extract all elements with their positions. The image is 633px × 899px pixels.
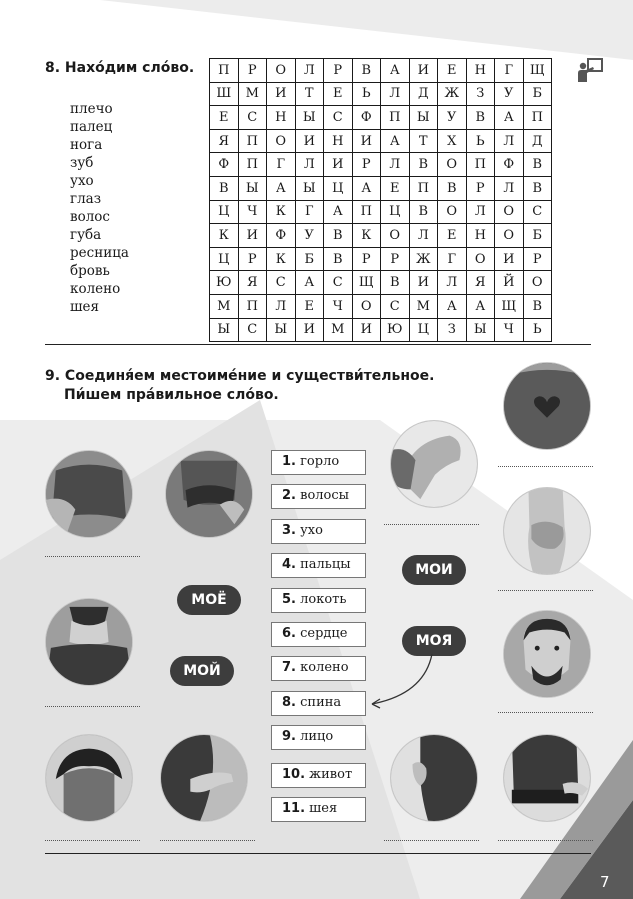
- grid-cell[interactable]: Р: [352, 153, 381, 177]
- hand-on-side-image: [160, 734, 248, 822]
- grid-cell[interactable]: Л: [466, 200, 495, 224]
- word-list-item: волос: [70, 209, 110, 225]
- face-image: [503, 610, 591, 698]
- word-text: шея: [309, 801, 338, 816]
- grid-cell[interactable]: Р: [381, 247, 410, 271]
- pronoun-pill-moya[interactable]: МОЯ: [402, 626, 466, 656]
- grid-cell[interactable]: Ы: [295, 176, 324, 200]
- grid-cell[interactable]: Б: [523, 82, 552, 106]
- word-text: локоть: [300, 592, 347, 607]
- grid-cell[interactable]: А: [381, 129, 410, 153]
- grid-cell[interactable]: Л: [409, 224, 438, 248]
- grid-cell[interactable]: О: [495, 224, 524, 248]
- grid-cell[interactable]: Ф: [495, 153, 524, 177]
- grid-cell[interactable]: П: [238, 294, 267, 318]
- grid-cell[interactable]: Й: [495, 271, 524, 295]
- grid-cell[interactable]: П: [466, 153, 495, 177]
- grid-cell[interactable]: В: [409, 153, 438, 177]
- grid-cell[interactable]: Г: [267, 153, 296, 177]
- grid-cell[interactable]: Л: [495, 129, 524, 153]
- grid-cell[interactable]: И: [295, 129, 324, 153]
- grid-cell[interactable]: В: [381, 271, 410, 295]
- task-9-title: [45, 367, 434, 405]
- word-list-item: колено: [70, 281, 121, 297]
- word-box[interactable]: [271, 691, 366, 716]
- grid-cell[interactable]: И: [324, 153, 353, 177]
- grid-cell[interactable]: Р: [238, 247, 267, 271]
- grid-cell[interactable]: А: [438, 294, 467, 318]
- belly-image: [165, 450, 253, 538]
- grid-cell[interactable]: Т: [409, 129, 438, 153]
- answer-line[interactable]: [384, 840, 479, 841]
- grid-cell[interactable]: Ц: [409, 318, 438, 342]
- grid-cell[interactable]: Н: [324, 129, 353, 153]
- grid-cell[interactable]: У: [495, 82, 524, 106]
- grid-cell[interactable]: Ц: [324, 176, 353, 200]
- grid-row: [210, 129, 552, 153]
- word-list-item: глаз: [70, 191, 102, 207]
- grid-row: [210, 82, 552, 106]
- grid-cell[interactable]: Ы: [238, 176, 267, 200]
- word-text: сердце: [300, 626, 348, 641]
- word-number: 2.: [282, 488, 296, 503]
- grid-cell[interactable]: К: [267, 247, 296, 271]
- grid-cell[interactable]: Л: [381, 82, 410, 106]
- grid-cell[interactable]: Р: [324, 59, 353, 83]
- grid-cell[interactable]: М: [324, 318, 353, 342]
- word-number: 8.: [282, 695, 296, 710]
- word-number: 3.: [282, 523, 296, 538]
- grid-cell[interactable]: Е: [210, 106, 239, 130]
- grid-cell[interactable]: Л: [381, 153, 410, 177]
- grid-cell[interactable]: З: [438, 318, 467, 342]
- page-number: 7: [600, 873, 610, 891]
- grid-cell[interactable]: И: [295, 318, 324, 342]
- grid-row: [210, 153, 552, 177]
- word-box[interactable]: [271, 763, 366, 788]
- grid-cell[interactable]: П: [210, 59, 239, 83]
- grid-cell[interactable]: М: [210, 294, 239, 318]
- grid-cell[interactable]: В: [352, 59, 381, 83]
- grid-cell[interactable]: Е: [295, 294, 324, 318]
- grid-cell[interactable]: Б: [523, 224, 552, 248]
- grid-cell[interactable]: И: [409, 271, 438, 295]
- word-number: 10.: [282, 767, 306, 782]
- grid-cell[interactable]: З: [466, 82, 495, 106]
- word-number: 7.: [282, 660, 296, 675]
- grid-cell[interactable]: М: [238, 82, 267, 106]
- answer-line[interactable]: [498, 840, 593, 841]
- grid-cell[interactable]: Ы: [466, 318, 495, 342]
- grid-cell[interactable]: Ч: [238, 200, 267, 224]
- grid-cell[interactable]: Б: [295, 247, 324, 271]
- grid-cell[interactable]: Ж: [409, 247, 438, 271]
- grid-cell[interactable]: Ф: [267, 224, 296, 248]
- grid-row: [210, 318, 552, 342]
- grid-row: [210, 200, 552, 224]
- word-list-item: нога: [70, 137, 103, 153]
- word-search-grid: [209, 58, 552, 342]
- word-number: 5.: [282, 592, 296, 607]
- hair-image: [45, 734, 133, 822]
- grid-cell[interactable]: К: [267, 200, 296, 224]
- grid-cell[interactable]: С: [238, 106, 267, 130]
- grid-cell[interactable]: Щ: [523, 59, 552, 83]
- grid-cell[interactable]: А: [466, 294, 495, 318]
- grid-cell[interactable]: В: [324, 247, 353, 271]
- task-9-title-line-2: Пи́шем пра́вильное сло́во.: [64, 387, 279, 403]
- grid-cell[interactable]: В: [438, 176, 467, 200]
- grid-cell[interactable]: Л: [267, 294, 296, 318]
- grid-cell[interactable]: П: [238, 129, 267, 153]
- word-list-item: ресница: [70, 245, 129, 261]
- word-list-item: плечо: [70, 101, 113, 117]
- grid-cell[interactable]: Ь: [523, 318, 552, 342]
- grid-cell[interactable]: Г: [495, 59, 524, 83]
- grid-cell[interactable]: П: [409, 176, 438, 200]
- grid-cell[interactable]: О: [438, 200, 467, 224]
- word-text: волосы: [300, 488, 349, 503]
- answer-line[interactable]: [498, 590, 593, 591]
- grid-cell[interactable]: К: [210, 224, 239, 248]
- grid-cell[interactable]: Ы: [210, 318, 239, 342]
- word-number: 1.: [282, 454, 296, 469]
- grid-row: [210, 247, 552, 271]
- word-list: [70, 100, 129, 316]
- grid-cell[interactable]: Г: [295, 200, 324, 224]
- grid-cell[interactable]: Г: [438, 247, 467, 271]
- grid-cell[interactable]: Ь: [466, 129, 495, 153]
- grid-cell[interactable]: О: [267, 129, 296, 153]
- grid-cell[interactable]: Л: [295, 153, 324, 177]
- grid-cell[interactable]: В: [409, 200, 438, 224]
- grid-cell[interactable]: Е: [438, 59, 467, 83]
- grid-cell[interactable]: Н: [267, 106, 296, 130]
- grid-cell[interactable]: О: [267, 59, 296, 83]
- grid-cell[interactable]: П: [381, 106, 410, 130]
- grid-cell[interactable]: С: [523, 200, 552, 224]
- word-list-item: ухо: [70, 173, 94, 189]
- grid-cell[interactable]: В: [523, 153, 552, 177]
- grid-cell[interactable]: Я: [466, 271, 495, 295]
- grid-cell[interactable]: Н: [466, 224, 495, 248]
- grid-cell[interactable]: Д: [523, 129, 552, 153]
- answer-line[interactable]: [160, 840, 255, 841]
- word-number: 11.: [282, 801, 306, 816]
- ear-image: [390, 734, 478, 822]
- grid-cell[interactable]: О: [352, 294, 381, 318]
- answer-line[interactable]: [384, 524, 479, 525]
- grid-cell[interactable]: С: [267, 271, 296, 295]
- grid-cell[interactable]: Р: [352, 247, 381, 271]
- answer-line[interactable]: [45, 706, 140, 707]
- grid-cell[interactable]: К: [352, 224, 381, 248]
- grid-cell[interactable]: П: [238, 153, 267, 177]
- grid-cell[interactable]: А: [267, 176, 296, 200]
- grid-cell[interactable]: С: [324, 271, 353, 295]
- word-list-item: бровь: [70, 263, 110, 279]
- grid-cell[interactable]: И: [409, 59, 438, 83]
- grid-cell[interactable]: О: [495, 200, 524, 224]
- word-box[interactable]: [271, 588, 366, 613]
- task-9-title-line-1: 9. Соединя́ем местоиме́ние и существи́тельное.: [45, 368, 435, 384]
- word-text: ухо: [300, 523, 323, 538]
- grid-cell[interactable]: Т: [295, 82, 324, 106]
- word-text: спина: [300, 695, 342, 710]
- word-number: 4.: [282, 557, 296, 572]
- example-arrow: [360, 650, 440, 715]
- grid-cell[interactable]: Е: [438, 224, 467, 248]
- answer-line[interactable]: [45, 840, 140, 841]
- grid-cell[interactable]: Р: [466, 176, 495, 200]
- grid-cell[interactable]: С: [238, 318, 267, 342]
- grid-cell[interactable]: Ц: [210, 247, 239, 271]
- grid-cell[interactable]: В: [324, 224, 353, 248]
- grid-row: [210, 294, 552, 318]
- task-8-title: 8. Нахо́дим сло́во.: [45, 60, 195, 76]
- neck-image: [45, 598, 133, 686]
- grid-cell[interactable]: Н: [466, 59, 495, 83]
- word-number: 9.: [282, 729, 296, 744]
- answer-line[interactable]: [498, 466, 593, 467]
- word-list-item: палец: [70, 119, 113, 135]
- grid-cell[interactable]: Ы: [409, 106, 438, 130]
- grid-cell[interactable]: А: [352, 176, 381, 200]
- grid-cell[interactable]: Ы: [295, 106, 324, 130]
- grid-cell[interactable]: Х: [438, 129, 467, 153]
- grid-cell[interactable]: О: [523, 271, 552, 295]
- grid-cell[interactable]: В: [523, 176, 552, 200]
- grid-cell[interactable]: А: [495, 106, 524, 130]
- answer-line[interactable]: [45, 556, 140, 557]
- grid-row: [210, 271, 552, 295]
- grid-cell[interactable]: В: [466, 106, 495, 130]
- knee-image: [503, 487, 591, 575]
- word-text: лицо: [300, 729, 334, 744]
- grid-cell[interactable]: И: [352, 129, 381, 153]
- word-number: 6.: [282, 626, 296, 641]
- grid-cell[interactable]: И: [352, 318, 381, 342]
- grid-cell[interactable]: Ь: [352, 82, 381, 106]
- grid-cell[interactable]: Е: [381, 176, 410, 200]
- grid-cell[interactable]: А: [295, 271, 324, 295]
- grid-cell[interactable]: Щ: [495, 294, 524, 318]
- grid-cell[interactable]: Ц: [381, 200, 410, 224]
- grid-cell[interactable]: Р: [523, 247, 552, 271]
- pronoun-pill-moyo[interactable]: МОЁ: [177, 585, 241, 615]
- word-box[interactable]: [271, 656, 366, 681]
- grid-cell[interactable]: М: [409, 294, 438, 318]
- word-text: горло: [300, 454, 340, 469]
- grid-cell[interactable]: Ы: [267, 318, 296, 342]
- word-box[interactable]: [271, 450, 366, 475]
- grid-cell[interactable]: Р: [238, 59, 267, 83]
- grid-cell[interactable]: И: [238, 224, 267, 248]
- grid-cell[interactable]: И: [495, 247, 524, 271]
- word-box[interactable]: [271, 553, 366, 578]
- grid-row: [210, 106, 552, 130]
- grid-cell[interactable]: Щ: [352, 271, 381, 295]
- grid-row: [210, 224, 552, 248]
- grid-cell[interactable]: О: [466, 247, 495, 271]
- grid-cell[interactable]: В: [523, 294, 552, 318]
- grid-cell[interactable]: Д: [409, 82, 438, 106]
- pronoun-pill-moi[interactable]: МОИ: [402, 555, 466, 585]
- grid-cell[interactable]: Ю: [210, 271, 239, 295]
- presentation-icon: [577, 56, 605, 84]
- grid-cell[interactable]: Я: [210, 129, 239, 153]
- grid-cell[interactable]: Ш: [210, 82, 239, 106]
- grid-cell[interactable]: О: [381, 224, 410, 248]
- word-list-item: зуб: [70, 155, 94, 171]
- answer-line[interactable]: [498, 712, 593, 713]
- grid-cell[interactable]: С: [381, 294, 410, 318]
- grid-cell[interactable]: Л: [295, 59, 324, 83]
- grid-cell[interactable]: У: [295, 224, 324, 248]
- grid-cell[interactable]: Е: [324, 82, 353, 106]
- grid-cell[interactable]: Ч: [324, 294, 353, 318]
- grid-row: [210, 176, 552, 200]
- grid-cell[interactable]: Ф: [352, 106, 381, 130]
- grid-cell[interactable]: А: [324, 200, 353, 224]
- grid-cell[interactable]: У: [438, 106, 467, 130]
- grid-cell[interactable]: Ж: [438, 82, 467, 106]
- grid-cell[interactable]: О: [438, 153, 467, 177]
- heart-image: [503, 362, 591, 450]
- back-image: [45, 450, 133, 538]
- grid-cell[interactable]: И: [267, 82, 296, 106]
- grid-cell[interactable]: Я: [238, 271, 267, 295]
- word-box[interactable]: [271, 484, 366, 509]
- divider-bottom: [45, 853, 591, 854]
- grid-cell[interactable]: В: [210, 176, 239, 200]
- grid-cell[interactable]: П: [352, 200, 381, 224]
- grid-row: [210, 59, 552, 83]
- grid-cell[interactable]: С: [324, 106, 353, 130]
- grid-cell[interactable]: А: [381, 59, 410, 83]
- grid-cell[interactable]: Ч: [495, 318, 524, 342]
- word-text: живот: [309, 767, 353, 782]
- word-text: пальцы: [300, 557, 351, 572]
- grid-cell[interactable]: Л: [438, 271, 467, 295]
- grid-cell[interactable]: П: [523, 106, 552, 130]
- word-list-item: губа: [70, 227, 102, 243]
- grid-cell[interactable]: Ю: [381, 318, 410, 342]
- word-box[interactable]: [271, 725, 366, 750]
- word-box[interactable]: [271, 797, 366, 822]
- word-box[interactable]: [271, 622, 366, 647]
- elbow-image: [390, 420, 478, 508]
- grid-cell[interactable]: Ф: [210, 153, 239, 177]
- word-box[interactable]: [271, 519, 366, 544]
- grid-cell[interactable]: Л: [495, 176, 524, 200]
- word-list-item: шея: [70, 299, 100, 315]
- divider-top: [45, 344, 591, 345]
- word-text: колено: [300, 660, 349, 675]
- pronoun-pill-moy[interactable]: МОЙ: [170, 656, 234, 686]
- lower-back-image: [503, 734, 591, 822]
- grid-cell[interactable]: Ц: [210, 200, 239, 224]
